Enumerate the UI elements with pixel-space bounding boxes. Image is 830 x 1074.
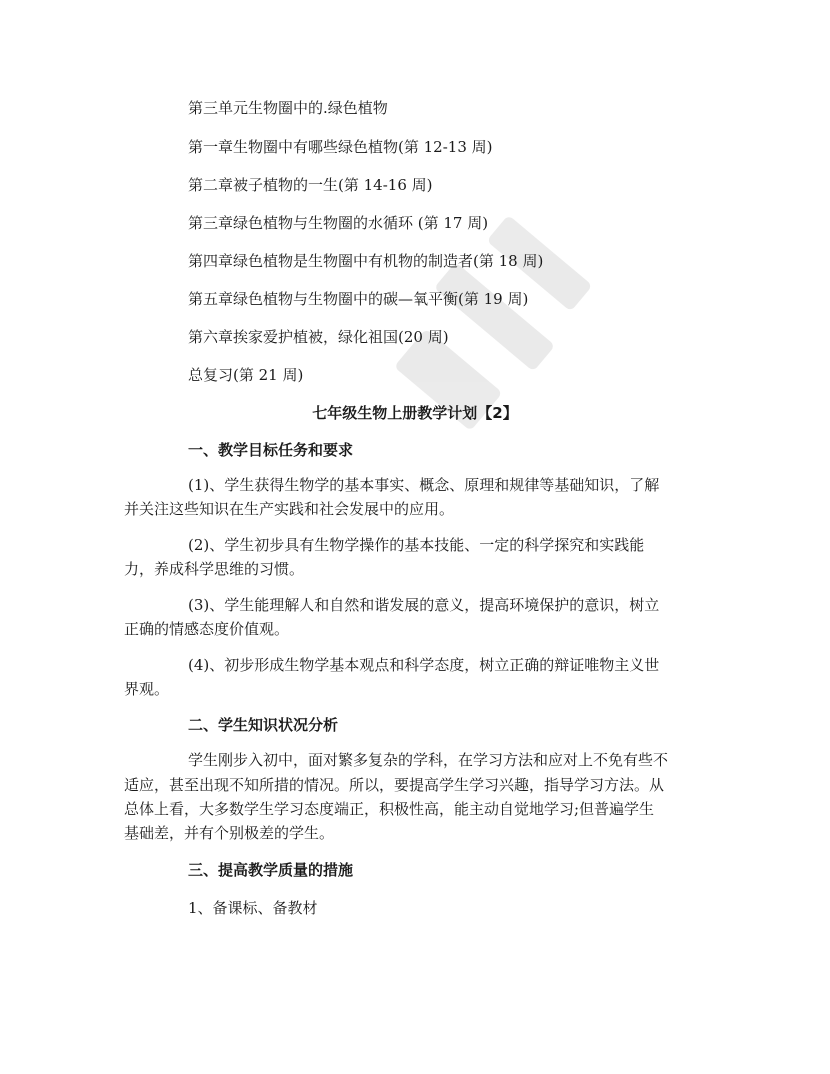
objective-line: (3)、学生能理解人和自然和谐发展的意义，提高环境保护的意识，树立: [188, 596, 660, 614]
toc-line: 第六章挨家爱护植被，绿化祖国(20 周): [188, 328, 449, 346]
toc-line: 第四章绿色植物是生物圈中有机物的制造者(第 18 周): [188, 252, 544, 270]
analysis-line: 学生刚步入初中，面对繁多复杂的学科，在学习方法和应对上不免有些不: [188, 751, 669, 769]
objective-line: (4)、初步形成生物学基本观点和科学态度，树立正确的辩证唯物主义世: [188, 656, 660, 674]
toc-line: 第五章绿色植物与生物圈中的碳—氧平衡(第 19 周): [188, 290, 529, 308]
analysis-line: 基础差，并有个别极差的学生。: [124, 824, 335, 842]
toc-line: 总复习(第 21 周): [188, 366, 304, 384]
heading-objectives: 一、教学目标任务和要求: [188, 441, 354, 459]
objective-line: 界观。: [124, 680, 170, 698]
toc-line: 第三单元生物圈中的.绿色植物: [188, 99, 388, 117]
measure-item: 1、备课标、备教材: [188, 899, 318, 917]
analysis-line: 总体上看，大多数学生学习态度端正，积极性高，能主动自觉地学习;但普遍学生: [124, 800, 655, 818]
objective-line: 并关注这些知识在生产实践和社会发展中的应用。: [124, 500, 455, 518]
objective-line: (1)、学生获得生物学的基本事实、概念、原理和规律等基础知识，了解: [188, 476, 660, 494]
objective-line: (2)、学生初步具有生物学操作的基本技能、一定的科学探究和实践能: [188, 536, 645, 554]
section-title: 七年级生物上册教学计划【2】: [312, 404, 518, 422]
analysis-line: 适应，甚至出现不知所措的情况。所以，要提高学生学习兴趣，指导学习方法。从: [124, 776, 665, 794]
toc-line: 第一章生物圈中有哪些绿色植物(第 12-13 周): [188, 138, 493, 156]
toc-line: 第二章被子植物的一生(第 14-16 周): [188, 176, 433, 194]
heading-measures: 三、提高教学质量的措施: [188, 861, 354, 879]
objective-line: 力，养成科学思维的习惯。: [124, 560, 305, 578]
heading-analysis: 二、学生知识状况分析: [188, 716, 339, 734]
toc-line: 第三章绿色植物与生物圈的水循环 (第 17 周): [188, 214, 489, 232]
objective-line: 正确的情感态度价值观。: [124, 620, 290, 638]
